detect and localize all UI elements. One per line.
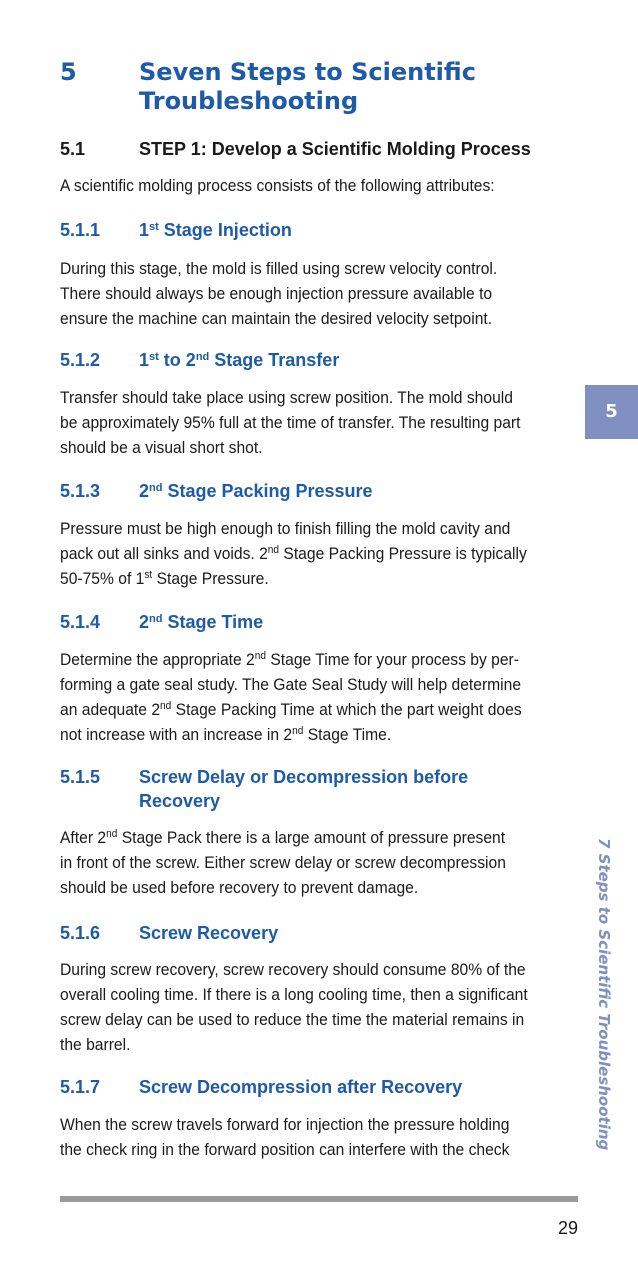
section-number: 5.1.1 bbox=[60, 220, 101, 240]
section-title: 2nd Stage Time bbox=[139, 612, 264, 632]
section-number: 5.1.6 bbox=[60, 923, 101, 943]
chapter-tab: 5 bbox=[585, 385, 638, 439]
section-title: Screw Delay or Decompression before Recovery bbox=[139, 767, 469, 811]
section-5-1-intro: A scientific molding process consists of the following attributes: bbox=[60, 176, 495, 195]
section-title: 1st to 2nd Stage Transfer bbox=[139, 350, 340, 370]
section-5-1-7-body: When the screw travels forward for injection the pressure holding the check ring in the forward position can interfere with the check bbox=[60, 1115, 510, 1159]
section-number: 5.1.4 bbox=[60, 612, 101, 632]
section-5-1-1-body: During this stage, the mold is filled using screw velocity control. There should always be enough injection pressure available to ensure the machine can maintain the desired velocity setpoint. bbox=[60, 259, 498, 328]
section-5-1-4-body: Determine the appropriate 2nd Stage Time for your process by per- forming a gate seal study. The Gate Seal Study will help determine an adequate 2nd Stage Packing Time at which the part weight does not increase with an increase in 2nd Stage Time. bbox=[60, 650, 522, 744]
section-number: 5.1 bbox=[60, 139, 86, 159]
section-title: 2nd Stage Packing Pressure bbox=[139, 481, 373, 501]
section-5-1-6-body: During screw recovery, screw recovery should consume 80% of the overall cooling time. If there is a long cooling time, then a significant screw delay can be used to reduce the time the material remains in the barrel. bbox=[60, 960, 528, 1054]
section-title: STEP 1: Develop a Scientific Molding Process bbox=[139, 139, 531, 159]
chapter-number: 5 bbox=[60, 58, 77, 86]
section-title: 1st Stage Injection bbox=[139, 220, 292, 240]
sidebar-chapter-title: 7 Steps to Scientific Troubleshooting bbox=[595, 838, 613, 1151]
section-5-1-2-body: Transfer should take place using screw position. The mold should be approximately 95% full at the time of transfer. The resulting part should be a visual short shot. bbox=[60, 388, 521, 457]
section-5-1-5-body: After 2nd Stage Pack there is a large amount of pressure present in front of the screw. Either screw delay or screw decompression should be used before recovery to prevent damage. bbox=[60, 828, 506, 897]
section-title: Screw Decompression after Recovery bbox=[139, 1077, 463, 1097]
page-number: 29 bbox=[557, 1218, 578, 1238]
section-title: Screw Recovery bbox=[139, 923, 279, 943]
section-number: 5.1.3 bbox=[60, 481, 101, 501]
section-number: 5.1.7 bbox=[60, 1077, 101, 1097]
section-number: 5.1.5 bbox=[60, 767, 101, 787]
chapter-title: Seven Steps to Scientific Troubleshooting bbox=[139, 58, 476, 115]
section-number: 5.1.2 bbox=[60, 350, 101, 370]
footer-rule bbox=[60, 1196, 578, 1202]
section-5-1-3-body: Pressure must be high enough to finish filling the mold cavity and pack out all sinks and voids. 2nd Stage Packing Pressure is typically 50-75% of 1st Stage Pressure. bbox=[60, 519, 527, 588]
